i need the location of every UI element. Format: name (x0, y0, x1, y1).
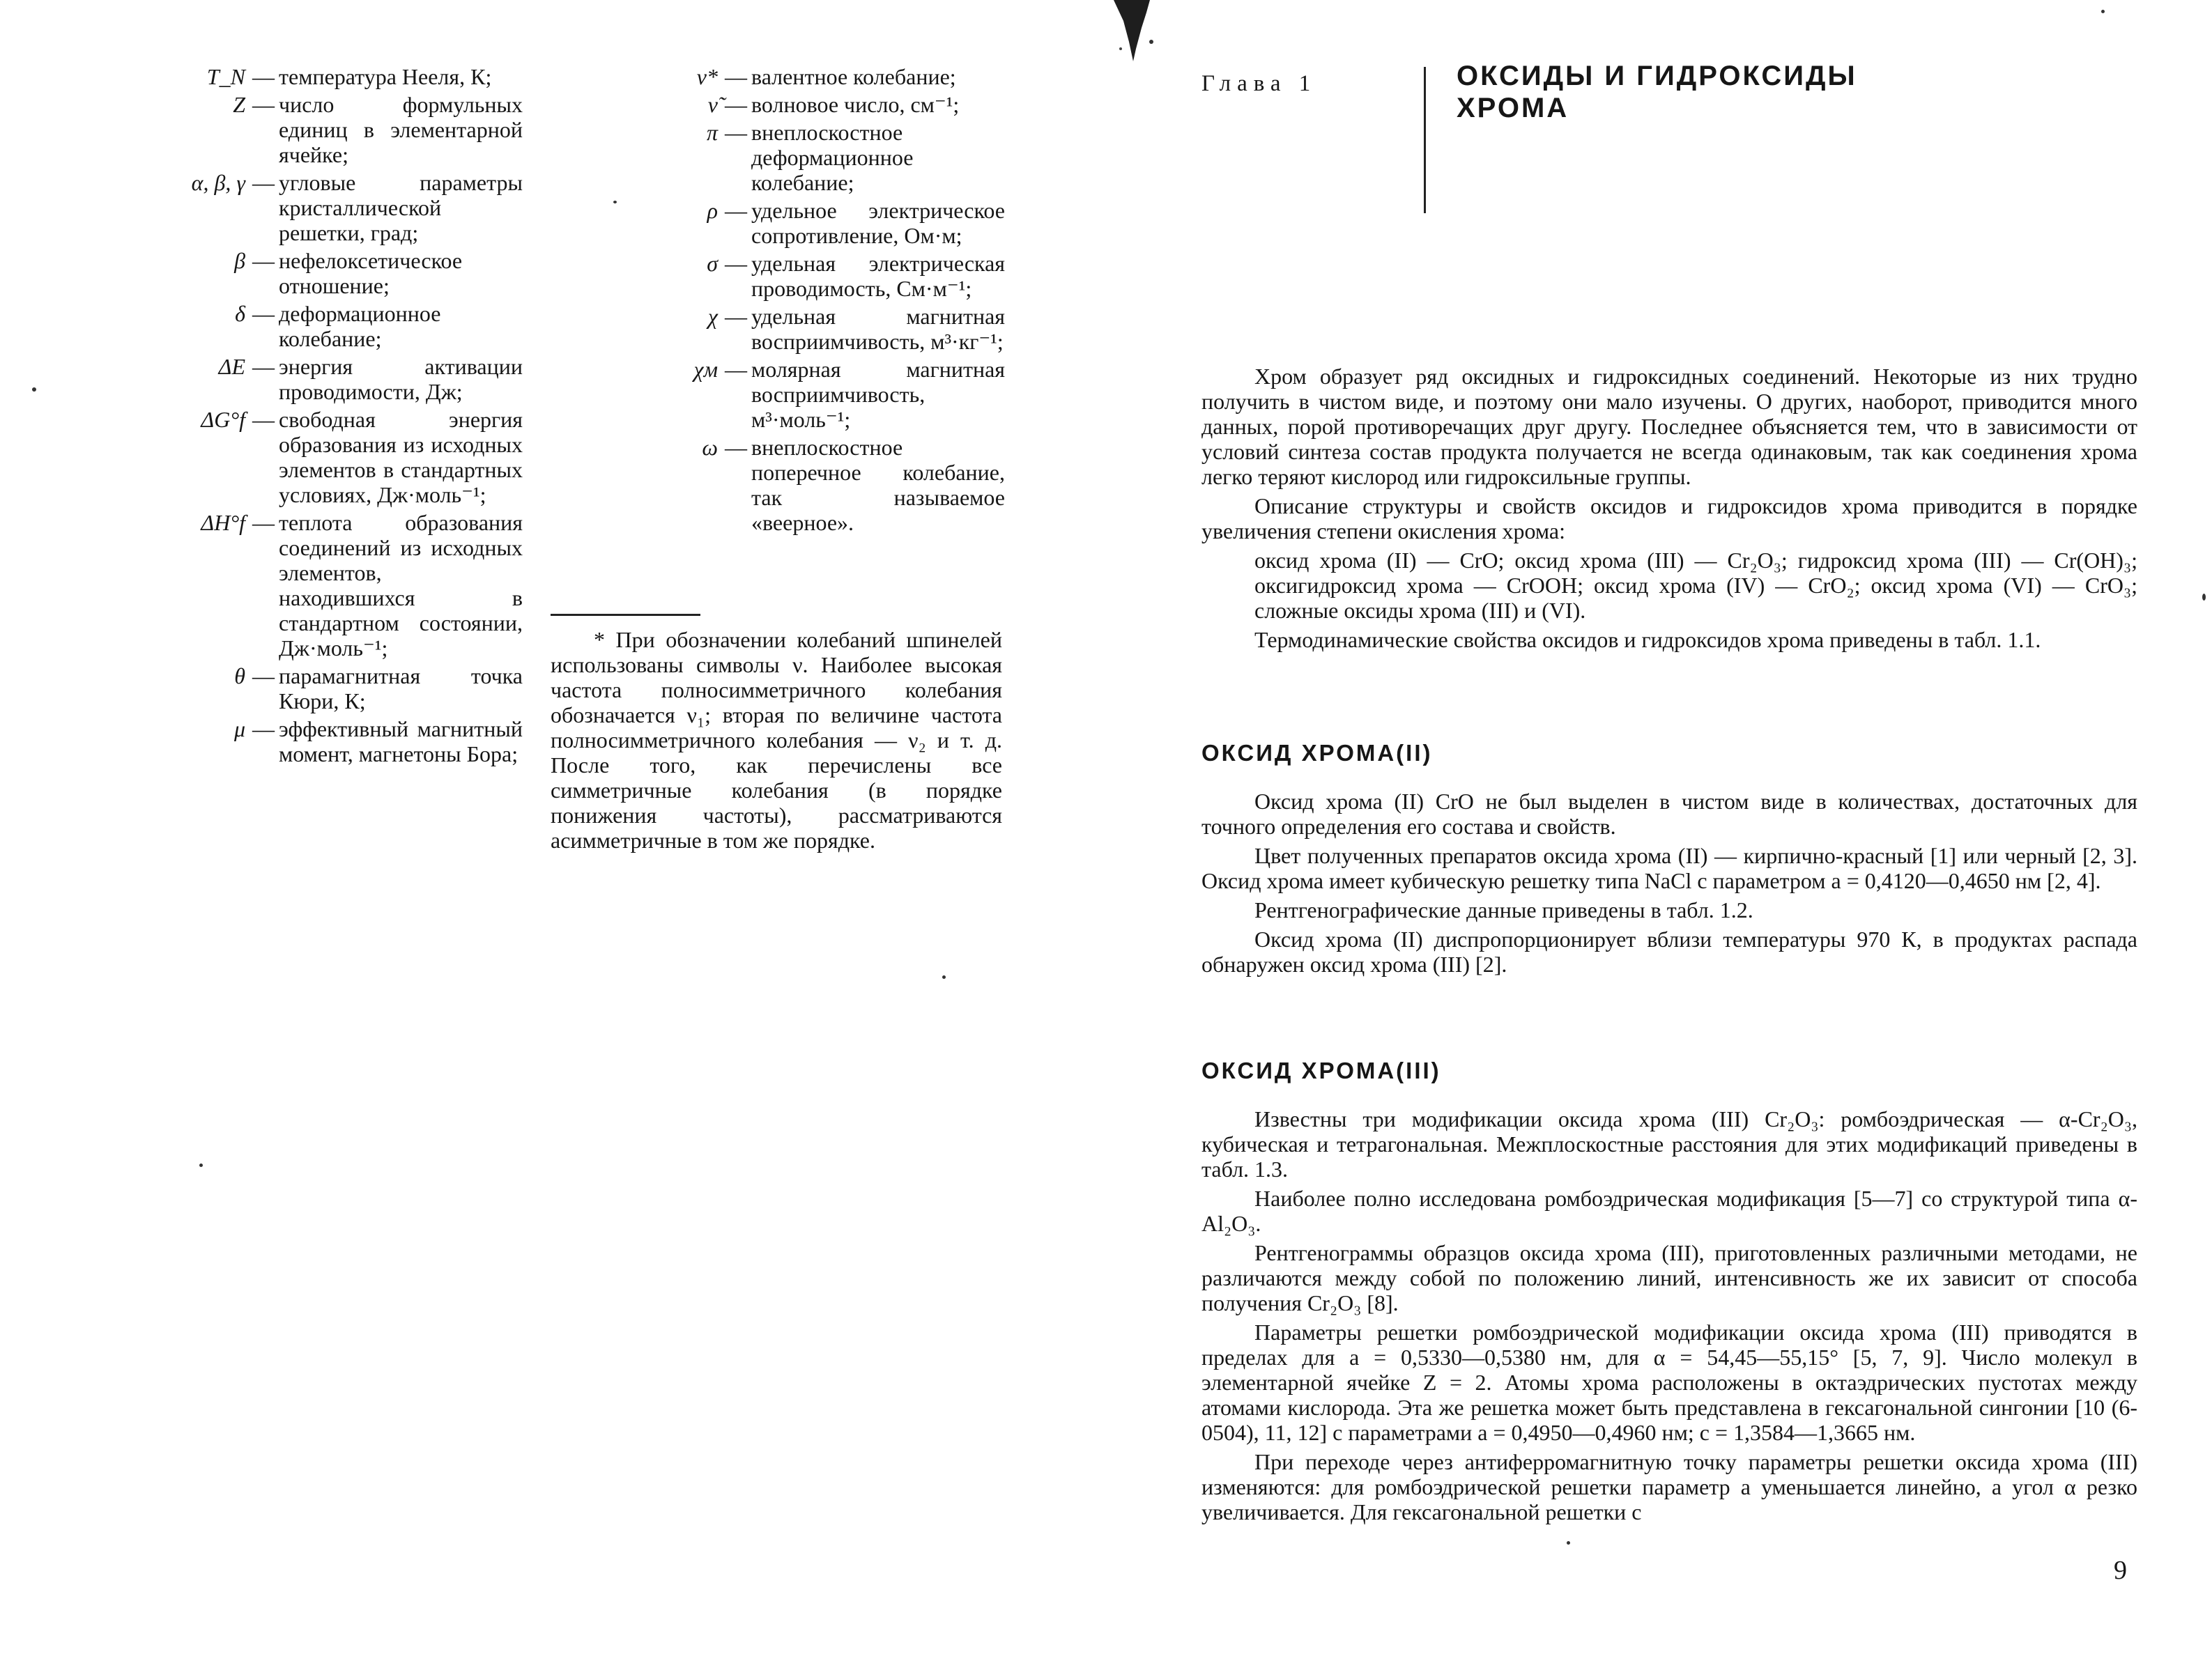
glossary-entry (627, 357, 1005, 432)
glossary-definition: молярная магнитная восприимчивость, м³·моль⁻¹; (751, 357, 1005, 432)
glossary-symbol: θ (234, 663, 245, 688)
footnote-rule (551, 614, 700, 616)
ink-blot-icon (1108, 0, 1164, 63)
glossary-symbol: ω (702, 435, 718, 460)
section-cro-text (1201, 789, 2137, 981)
glossary-entry (91, 170, 523, 245)
glossary-symbol: σ (707, 251, 718, 276)
glossary-symbol: ΔH°f (201, 510, 245, 535)
scan-speck (2101, 10, 2105, 13)
glossary-dash: — (252, 510, 275, 535)
glossary-symbol: ρ (707, 198, 718, 223)
glossary-entry (91, 64, 523, 89)
glossary-dash: — (725, 435, 747, 460)
section-paragraph: При переходе через антиферромагнитную точку параметры решетки оксида хрома (III) изменяются: для ромбоэдрической решетки параметр a уменьшается линейно, а угол α резко увеличивается. Для гексагональной решетки с (1201, 1449, 2137, 1524)
glossary-entry (91, 354, 523, 404)
glossary-dash: — (725, 198, 747, 223)
intro-paragraph: Описание структуры и свойств оксидов и гидроксидов хрома приводится в порядке увеличения степени окисления хрома: (1201, 493, 2137, 543)
glossary-symbol: α, β, γ (191, 170, 245, 195)
glossary-entry (627, 251, 1005, 301)
glossary-dash: — (252, 248, 275, 273)
glossary-dash: — (252, 407, 275, 432)
glossary-entry (91, 92, 523, 167)
glossary-definition: угловые параметры кристаллической решетки, град; (279, 170, 523, 245)
glossary-symbol: β (234, 248, 245, 273)
symbol-glossary-column-1 (91, 64, 523, 769)
glossary-dash: — (252, 92, 275, 117)
glossary-dash: — (725, 120, 747, 145)
glossary-symbol: T_N (206, 64, 245, 89)
intro-paragraph: Термодинамические свойства оксидов и гидроксидов хрома приведены в табл. 1.1. (1254, 627, 2041, 652)
symbol-glossary-column-2 (627, 64, 1005, 538)
scan-speck (942, 975, 946, 979)
section-paragraph: Наиболее полно исследована ромбоэдрическая модификация [5—7] со структурой типа α-Al₂O₃. (1201, 1186, 2137, 1236)
glossary-entry (91, 407, 523, 507)
glossary-entry (91, 301, 523, 351)
glossary-definition: валентное колебание; (751, 64, 956, 89)
glossary-definition: температура Нееля, К; (279, 64, 492, 89)
glossary-entry (91, 663, 523, 713)
glossary-definition: внеплоскостное поперечное колебание, так называемое «веерное». (751, 435, 1005, 535)
glossary-dash: — (725, 92, 747, 117)
glossary-definition: энергия активации проводимости, Дж; (279, 354, 523, 404)
glossary-entry (91, 510, 523, 660)
glossary-definition: внеплоскостное деформационное колебание; (751, 120, 914, 195)
glossary-entry (91, 716, 523, 766)
glossary-entry (91, 248, 523, 298)
glossary-definition: деформационное колебание; (279, 301, 441, 351)
glossary-dash: — (725, 304, 747, 329)
glossary-entry (627, 198, 1005, 248)
glossary-entry (627, 435, 1005, 535)
section-cr2o3-text (1201, 1106, 2137, 1529)
section-paragraph: Рентгенографические данные приведены в табл. 1.2. (1254, 897, 1753, 922)
glossary-entry (627, 120, 1005, 195)
chapter-label: Глава 1 (1201, 71, 1317, 96)
glossary-symbol: χм (693, 357, 718, 382)
glossary-entry (627, 64, 1005, 89)
oxide-list: оксид хрома (II) — CrO; оксид хрома (III) — Cr₂O₃; гидроксид хрома (III) — Cr(OH)₃; оксигидроксид хрома — CrOOH; оксид хрома (IV) — CrO₂; оксид хрома (VI) — CrO₃; сложные оксиды хрома (III) и (VI). (1254, 548, 2137, 623)
chapter-title: ОКСИДЫ И ГИДРОКСИДЫ ХРОМА (1457, 61, 1857, 123)
glossary-definition: теплота образования соединений из исходных элементов, находившихся в стандартном состоянии, Дж·моль⁻¹; (279, 510, 523, 660)
glossary-dash: — (252, 716, 275, 741)
glossary-definition: парамагнитная точка Кюри, К; (279, 663, 523, 713)
section-paragraph: Оксид хрома (II) диспропорционирует вблизи температуры 970 К, в продуктах распада обнаружен оксид хрома (III) [2]. (1201, 927, 2137, 977)
scan-speck (199, 1164, 203, 1167)
glossary-dash: — (725, 64, 747, 89)
glossary-symbol: μ (233, 716, 245, 741)
glossary-dash: — (252, 170, 275, 195)
section-heading-cr2o3: ОКСИД ХРОМА(III) (1201, 1058, 1441, 1083)
glossary-definition: свободная энергия образования из исходных элементов в стандартных условиях, Дж·моль⁻¹; (279, 407, 523, 507)
section-paragraph: Оксид хрома (II) CrO не был выделен в чистом виде в количествах, достаточных для точного определения его состава и свойств. (1201, 789, 2137, 839)
footnote: * При обозначении колебаний шпинелей использованы символы ν. Наиболее высокая частота полносимметричного колебания обозначается ν₁; вторая по величине частота полносимметричного колебания — ν₂ и т. д. После того, как перечислены все симметричные колебания (в порядке понижения частоты), рассматриваются асимметричные в том же порядке. (551, 627, 1002, 853)
intro-paragraph: Хром образует ряд оксидных и гидроксидных соединений. Некоторые из них трудно получить в чистом виде, и поэтому они мало изучены. О других, наоборот, приводится много данных, порой противоречащих друг другу. Последнее объясняется тем, что в зависимости от условий синтеза состав продукта получается не всегда одинаковым, так как соединения хрома легко теряют кислород или гидроксильные группы. (1201, 364, 2137, 489)
intro-text (1201, 364, 2137, 656)
glossary-symbol: δ (235, 301, 245, 326)
section-heading-cro: ОКСИД ХРОМА(II) (1201, 740, 1433, 766)
glossary-symbol: ΔE (218, 354, 245, 379)
glossary-dash: — (252, 663, 275, 688)
glossary-entry (627, 92, 1005, 117)
glossary-dash: — (252, 354, 275, 379)
chapter-divider (1424, 67, 1426, 213)
glossary-symbol: ν* (696, 64, 718, 89)
glossary-dash: — (725, 357, 747, 382)
glossary-definition: удельная магнитная восприимчивость, м³·кг⁻¹; (751, 304, 1005, 354)
glossary-symbol: π (706, 120, 718, 145)
glossary-symbol: ΔG°f (201, 407, 245, 432)
scan-speck (2202, 594, 2206, 601)
section-paragraph: Известны три модификации оксида хрома (III) Cr₂O₃: ромбоэдрическая — α-Cr₂O₃, кубическая и тетрагональная. Межплоскостные расстояния для этих модификаций приведены в табл. 1.3. (1201, 1106, 2137, 1182)
glossary-entry (627, 304, 1005, 354)
glossary-definition: волновое число, см⁻¹; (751, 92, 960, 117)
glossary-dash: — (252, 64, 275, 89)
scan-speck (1567, 1541, 1570, 1545)
glossary-symbol: χ (707, 304, 718, 329)
section-paragraph: Рентгенограммы образцов оксида хрома (III), приготовленных различными методами, не различаются между собой по положению линий, интенсивность же их зависит от способа получения Cr₂O₃ [8]. (1201, 1240, 2137, 1315)
glossary-symbol: Z (233, 92, 245, 117)
scan-speck (613, 201, 617, 203)
glossary-definition: число формульных единиц в элементарной ячейке; (279, 92, 523, 167)
page-number: 9 (2114, 1556, 2127, 1585)
section-paragraph: Цвет полученных препаратов оксида хрома (II) — кирпично-красный [1] или черный [2, 3]. Оксид хрома имеет кубическую решетку типа NaCl с параметром a = 0,4120—0,4650 нм [2, 4]. (1201, 843, 2137, 893)
glossary-definition: удельное электрическое сопротивление, Ом·м; (751, 198, 1005, 248)
scan-speck (32, 387, 36, 392)
glossary-definition: удельная электрическая проводимость, См·м⁻¹; (751, 251, 1005, 301)
glossary-dash: — (725, 251, 747, 276)
glossary-definition: эффективный магнитный момент, магнетоны Бора; (279, 716, 523, 766)
right-page (1106, 0, 2212, 1677)
glossary-definition: нефелоксетическое отношение; (279, 248, 463, 298)
glossary-symbol: ν̃ (707, 92, 718, 117)
section-paragraph: Параметры решетки ромбоэдрической модификации оксида хрома (III) приводятся в пределах для a = 0,5330—0,5380 нм, для α = 54,45—55,15° [5, 7, 9]. Число молекул в элементарной ячейке Z = 2. Атомы хрома расположены в октаэдрических пустотах между атомами кислорода. Эта же решетка может быть представлена в гексагональной сингонии [10 (6-0504), 11, 12] с параметрами a = 0,4950—0,4960 нм; c = 1,3584—1,3665 нм. (1201, 1320, 2137, 1445)
glossary-dash: — (252, 301, 275, 326)
